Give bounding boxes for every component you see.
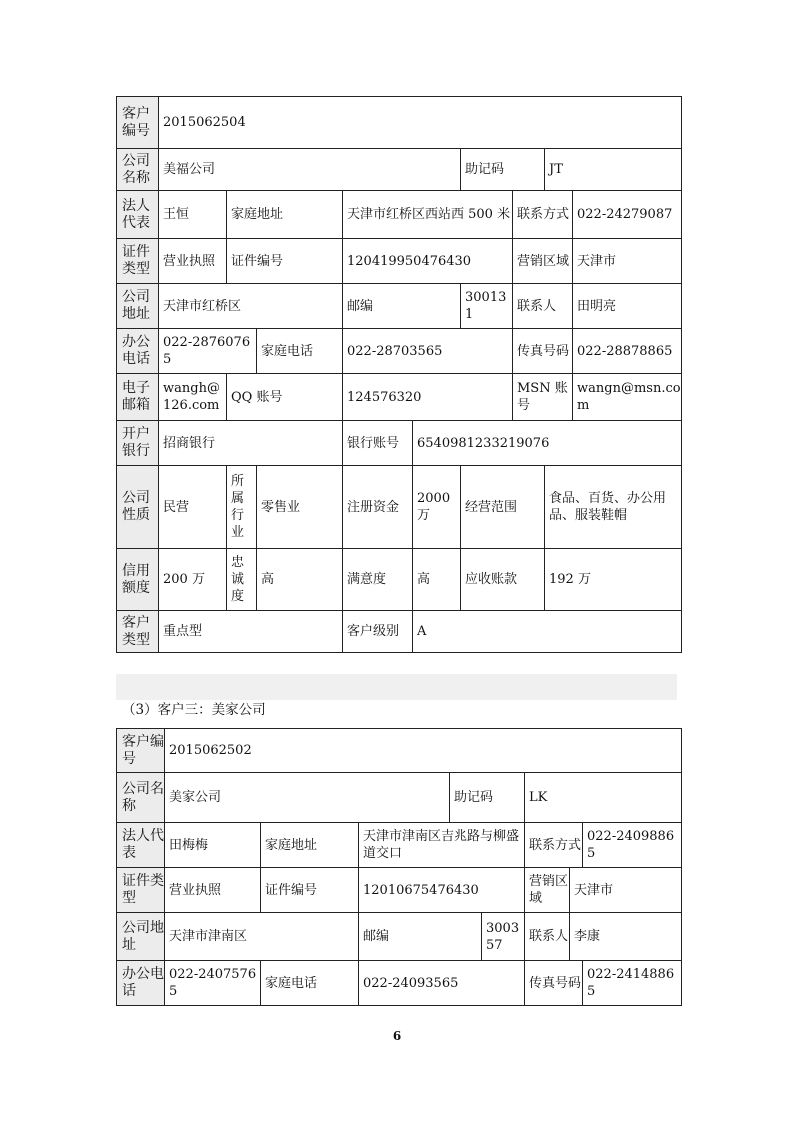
table-row bbox=[117, 421, 682, 466]
field-label: 公司性质 bbox=[117, 466, 159, 549]
table-row bbox=[117, 149, 682, 191]
company-nature: 民营 bbox=[159, 466, 227, 549]
office-phone: 022-28760765 bbox=[159, 329, 257, 374]
mnemonic-code: JT bbox=[545, 149, 682, 191]
certificate-number: 120419950476430 bbox=[343, 239, 513, 284]
field-label: 邮编 bbox=[343, 284, 461, 329]
field-label: 助记码 bbox=[450, 773, 525, 823]
mnemonic-code: LK bbox=[525, 773, 682, 823]
field-label: 公司地址 bbox=[117, 913, 165, 961]
accounts-receivable: 192 万 bbox=[545, 549, 682, 611]
table-row bbox=[117, 374, 682, 421]
field-label: 所属行业 bbox=[227, 466, 257, 549]
customer2-table bbox=[116, 96, 682, 653]
customer-id: 2015062502 bbox=[165, 729, 682, 773]
table-row bbox=[117, 191, 682, 239]
contact-method: 022-24098865 bbox=[583, 823, 682, 868]
page-number: 6 bbox=[392, 1029, 402, 1043]
field-label: 证件编号 bbox=[227, 239, 343, 284]
field-label: 邮编 bbox=[359, 913, 482, 961]
loyalty: 高 bbox=[257, 549, 343, 611]
field-label: 联系方式 bbox=[525, 823, 583, 868]
table-row bbox=[117, 284, 682, 329]
postcode: 300357 bbox=[482, 913, 525, 961]
customer-level: A bbox=[413, 611, 682, 653]
field-label: 联系方式 bbox=[513, 191, 573, 239]
field-label: 注册资金 bbox=[343, 466, 413, 549]
legal-representative: 田梅梅 bbox=[165, 823, 261, 868]
sales-region: 天津市 bbox=[573, 239, 682, 284]
field-label: QQ 账号 bbox=[227, 374, 343, 421]
postcode: 300131 bbox=[461, 284, 513, 329]
field-label: 办公电话 bbox=[117, 329, 159, 374]
table-row bbox=[117, 823, 682, 868]
field-label: 经营范围 bbox=[461, 466, 545, 549]
field-label: 电子邮箱 bbox=[117, 374, 159, 421]
legal-representative: 王恒 bbox=[159, 191, 227, 239]
field-label: 助记码 bbox=[461, 149, 545, 191]
customer-id: 2015062504 bbox=[159, 97, 682, 149]
field-label: 家庭地址 bbox=[227, 191, 343, 239]
home-phone: 022-24093565 bbox=[359, 961, 525, 1006]
field-label: 营销区域 bbox=[525, 868, 570, 913]
certificate-type: 营业执照 bbox=[165, 868, 261, 913]
field-label: 家庭电话 bbox=[257, 329, 343, 374]
field-label: 应收账款 bbox=[461, 549, 545, 611]
sales-region: 天津市 bbox=[570, 868, 682, 913]
fax-number: 022-28878865 bbox=[573, 329, 682, 374]
customer3-table bbox=[116, 728, 682, 1006]
field-label: 证件编号 bbox=[261, 868, 359, 913]
company-address: 天津市红桥区 bbox=[159, 284, 343, 329]
certificate-type: 营业执照 bbox=[159, 239, 227, 284]
company-name: 美家公司 bbox=[165, 773, 450, 823]
credit-limit: 200 万 bbox=[159, 549, 227, 611]
field-label: 联系人 bbox=[525, 913, 570, 961]
field-label: 开户银行 bbox=[117, 421, 159, 466]
table-row bbox=[117, 239, 682, 284]
field-label: 证件类型 bbox=[117, 868, 165, 913]
industry: 零售业 bbox=[257, 466, 343, 549]
table-row bbox=[117, 961, 682, 1006]
field-label: 客户类型 bbox=[117, 611, 159, 653]
home-address: 天津市津南区吉兆路与柳盛道交口 bbox=[359, 823, 525, 868]
contact-person: 田明亮 bbox=[573, 284, 682, 329]
satisfaction: 高 bbox=[413, 549, 461, 611]
field-label: 公司名称 bbox=[117, 773, 165, 823]
qq-account: 124576320 bbox=[343, 374, 513, 421]
bank-name: 招商银行 bbox=[159, 421, 343, 466]
field-label: 联系人 bbox=[513, 284, 573, 329]
field-label: 法人代表 bbox=[117, 191, 159, 239]
table-row bbox=[117, 611, 682, 653]
section-gap bbox=[116, 674, 677, 700]
msn-account: wangn@msn.com bbox=[573, 374, 682, 421]
field-label: 银行账号 bbox=[343, 421, 413, 466]
field-label: 满意度 bbox=[343, 549, 413, 611]
field-label: 营销区域 bbox=[513, 239, 573, 284]
contact-method: 022-24279087 bbox=[573, 191, 682, 239]
fax-number: 022-24148865 bbox=[583, 961, 682, 1006]
section-title: （3）客户三：美家公司 bbox=[122, 702, 266, 718]
field-label: 信用额度 bbox=[117, 549, 159, 611]
customer-type: 重点型 bbox=[159, 611, 343, 653]
contact-person: 李康 bbox=[570, 913, 682, 961]
field-label: 传真号码 bbox=[513, 329, 573, 374]
field-label: 法人代表 bbox=[117, 823, 165, 868]
business-scope: 食品、百货、办公用品、服装鞋帽 bbox=[545, 466, 682, 549]
field-label: 证件类型 bbox=[117, 239, 159, 284]
email: wangh@126.com bbox=[159, 374, 227, 421]
field-label: 家庭电话 bbox=[261, 961, 359, 1006]
table-row bbox=[117, 549, 682, 611]
office-phone: 022-24075765 bbox=[165, 961, 261, 1006]
table-row bbox=[117, 466, 682, 549]
company-address: 天津市津南区 bbox=[165, 913, 359, 961]
table-row bbox=[117, 913, 682, 961]
field-label: MSN 账号 bbox=[513, 374, 573, 421]
table-row bbox=[117, 97, 682, 149]
field-label: 家庭地址 bbox=[261, 823, 359, 868]
bank-account: 6540981233219076 bbox=[413, 421, 682, 466]
home-phone: 022-28703565 bbox=[343, 329, 513, 374]
table-row bbox=[117, 729, 682, 773]
field-label: 客户编号 bbox=[117, 97, 159, 149]
home-address: 天津市红桥区西站西 500 米 bbox=[343, 191, 513, 239]
field-label: 公司名称 bbox=[117, 149, 159, 191]
field-label: 公司地址 bbox=[117, 284, 159, 329]
field-label: 办公电话 bbox=[117, 961, 165, 1006]
field-label: 忠诚度 bbox=[227, 549, 257, 611]
table-row bbox=[117, 329, 682, 374]
table-row bbox=[117, 773, 682, 823]
field-label: 传真号码 bbox=[525, 961, 583, 1006]
company-name: 美福公司 bbox=[159, 149, 461, 191]
table-row bbox=[117, 868, 682, 913]
certificate-number: 12010675476430 bbox=[359, 868, 525, 913]
field-label: 客户级别 bbox=[343, 611, 413, 653]
registered-capital: 2000 万 bbox=[413, 466, 461, 549]
field-label: 客户编号 bbox=[117, 729, 165, 773]
